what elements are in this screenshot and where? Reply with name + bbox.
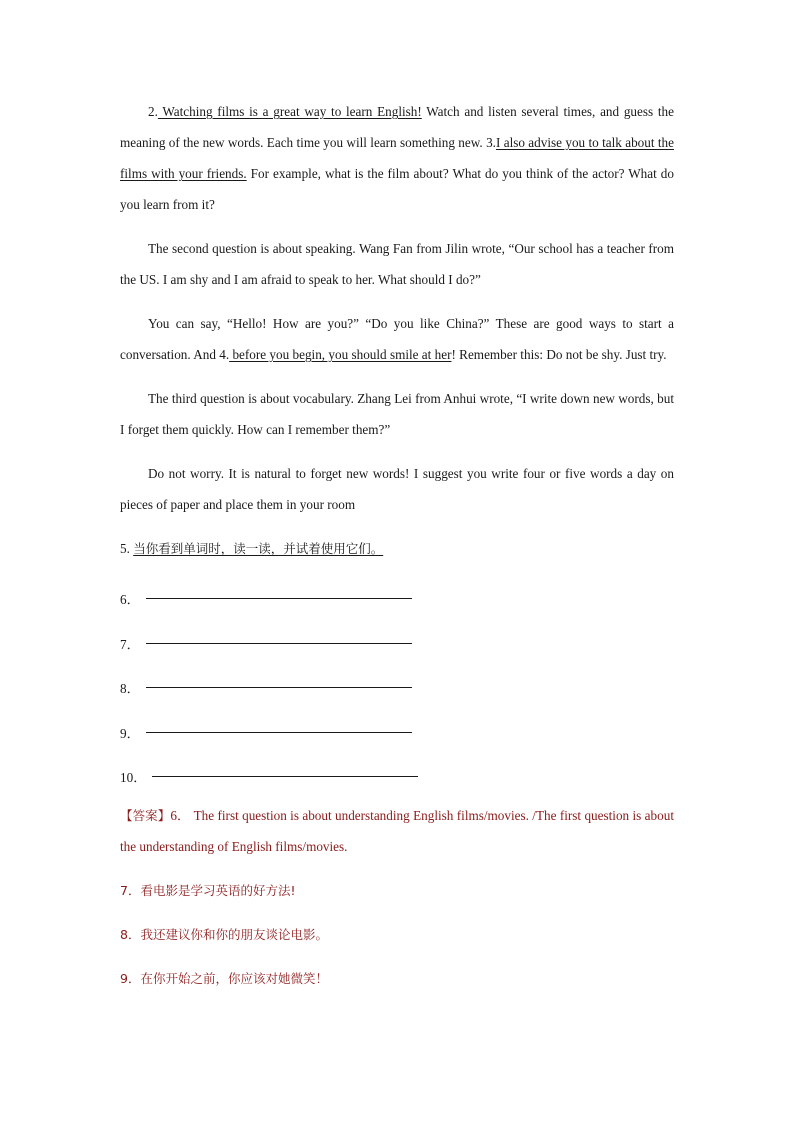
blank-number: 7． — [120, 636, 140, 652]
blank-number: 9． — [120, 725, 140, 741]
paragraph-text: For example, what is the film about? What do you think of the actor? What do you learn from it? — [120, 166, 674, 212]
question-5-text: 当你看到单词时，读一读，并试着使用它们。 — [133, 541, 384, 556]
paragraph-watching-films — [120, 96, 674, 220]
answer-line — [146, 597, 412, 599]
question-5 — [120, 533, 674, 564]
paragraph-vocabulary: The third question is about vocabulary. Zhang Lei from Anhui wrote, “I write down new words, but I forget them quickly. How can I remember them?” — [120, 391, 674, 437]
underlined-sentence-3: I also advise you to talk about the films with your friends. — [120, 135, 674, 181]
answer-tag: 【答案】 — [120, 807, 171, 823]
blank-10 — [120, 755, 674, 786]
paragraph-text: You can say, “Hello! How are you?” “Do you like China?” These are good ways to start a conversation. And 4. — [120, 316, 674, 362]
blank-number: 10． — [120, 770, 147, 785]
blank-number: 6． — [120, 592, 140, 607]
answer-6 — [120, 800, 674, 862]
document-page — [120, 96, 674, 1007]
paragraph-do-not-worry: Do not worry. It is natural to forget new words! I suggest you write four or five words a day on pieces of paper and place them in your room — [120, 466, 674, 512]
paragraph-number: 2. — [148, 104, 158, 119]
underlined-sentence-2: Watching films is a great way to learn English! — [157, 104, 422, 119]
answer-line — [146, 642, 412, 644]
blank-7 — [120, 622, 674, 653]
paragraph-text: Watch and listen several times, and guess the meaning of the new words. Each time you will learn something new. 3. — [120, 104, 674, 150]
answer-8: 8．我还建议你和你的朋友谈论电影。 — [120, 926, 328, 942]
question-5-number: 5. — [120, 541, 134, 556]
answer-9: 9．在你开始之前，你应该对她微笑！ — [120, 970, 328, 986]
answer-7: 7．看电影是学习英语的好方法! — [120, 882, 296, 898]
blank-6 — [120, 577, 674, 608]
paragraph-say-hello — [120, 308, 674, 370]
paragraph-text: ! Remember this: Do not be shy. Just try. — [451, 347, 667, 362]
paragraph-speaking: The second question is about speaking. Wang Fan from Jilin wrote, “Our school has a teacher from the US. I am shy and I am afraid to speak to her. What should I do?” — [120, 241, 674, 287]
answer-line — [146, 731, 412, 733]
answer-line — [146, 686, 412, 688]
answer-line — [152, 775, 418, 777]
blank-number: 8． — [120, 681, 140, 696]
blank-9 — [120, 711, 674, 742]
blank-8 — [120, 666, 674, 697]
answer-6-text: 6． The first question is about understanding English films/movies. /The first question is about the understanding of English films/movies. — [120, 807, 674, 854]
underlined-sentence-4: before you begin, you should smile at her — [229, 347, 452, 362]
